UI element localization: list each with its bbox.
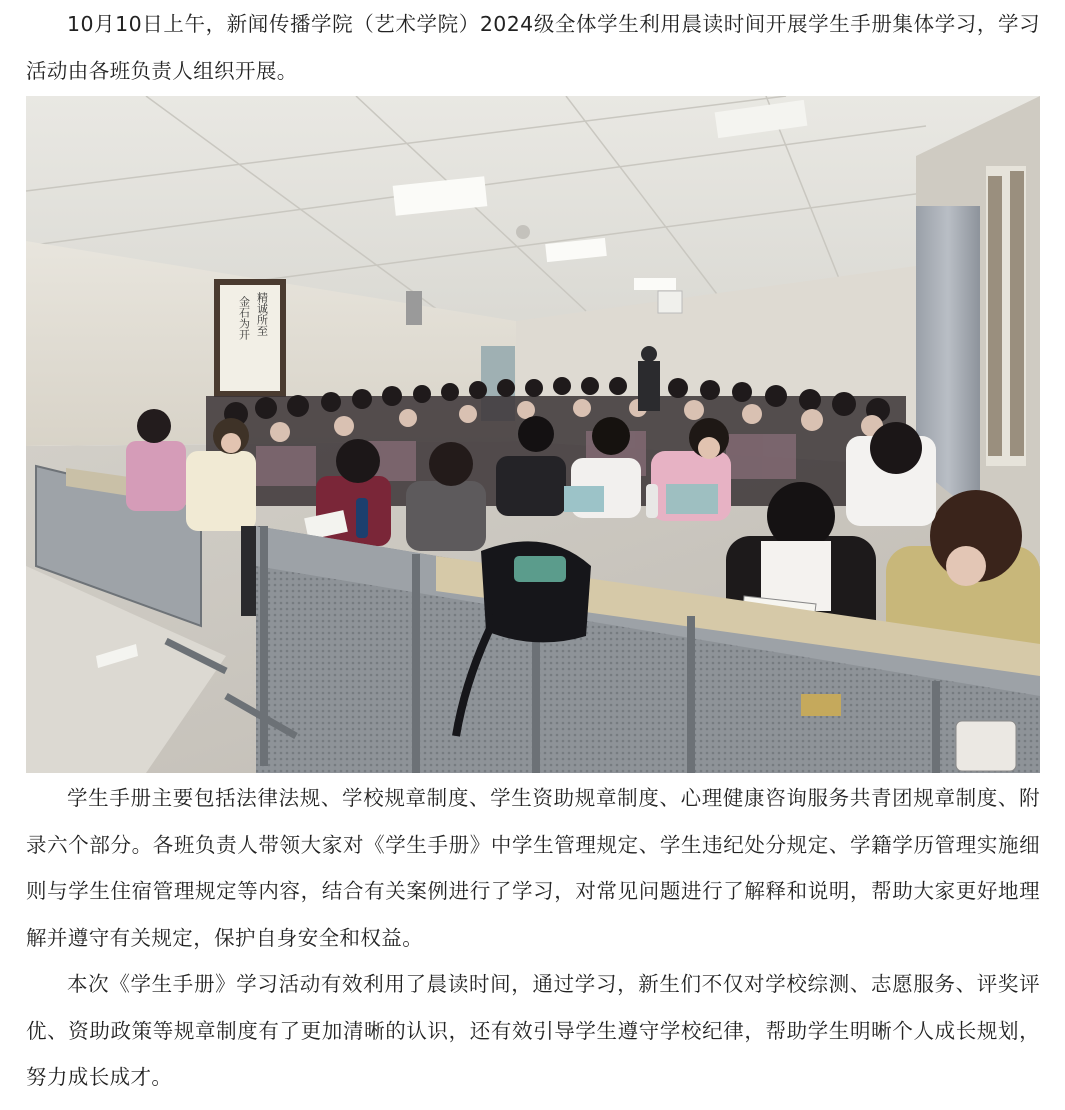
paragraph-content: 学生手册主要包括法律法规、学校规章制度、学生资助规章制度、心理健康咨询服务共青团规章制度、附录六个部分。各班负责人带领大家对《学生手册》中学生管理规定、学生违纪处分规定、学籍学历管理实施细则与学生住宿管理规定等内容，结合有关案例进行了学习，对常见问题进行了解释和说明，帮助大家更好地理解并遵守有关规定，保护自身安全和权益。 (26, 786, 1040, 950)
paragraph-summary: 本次《学生手册》学习活动有效利用了晨读时间，通过学习，新生们不仅对学校综测、志愿服务、评奖评优、资助政策等规章制度有了更加清晰的认识，还有效引导学生遵守学校纪律，帮助学生明晰个人成长规划，努力成长成才。 (26, 972, 1040, 1089)
scroll-text-right: 精诚所至 (255, 292, 269, 336)
scroll-text-left: 金石为开 (237, 296, 251, 340)
article-body (26, 0, 1040, 1101)
paragraph-intro: 10月10日上午，新闻传播学院（艺术学院）2024级全体学生利用晨读时间开展学生手册集体学习，学习活动由各班负责人组织开展。 (26, 12, 1040, 83)
classroom-photo (26, 96, 1040, 773)
